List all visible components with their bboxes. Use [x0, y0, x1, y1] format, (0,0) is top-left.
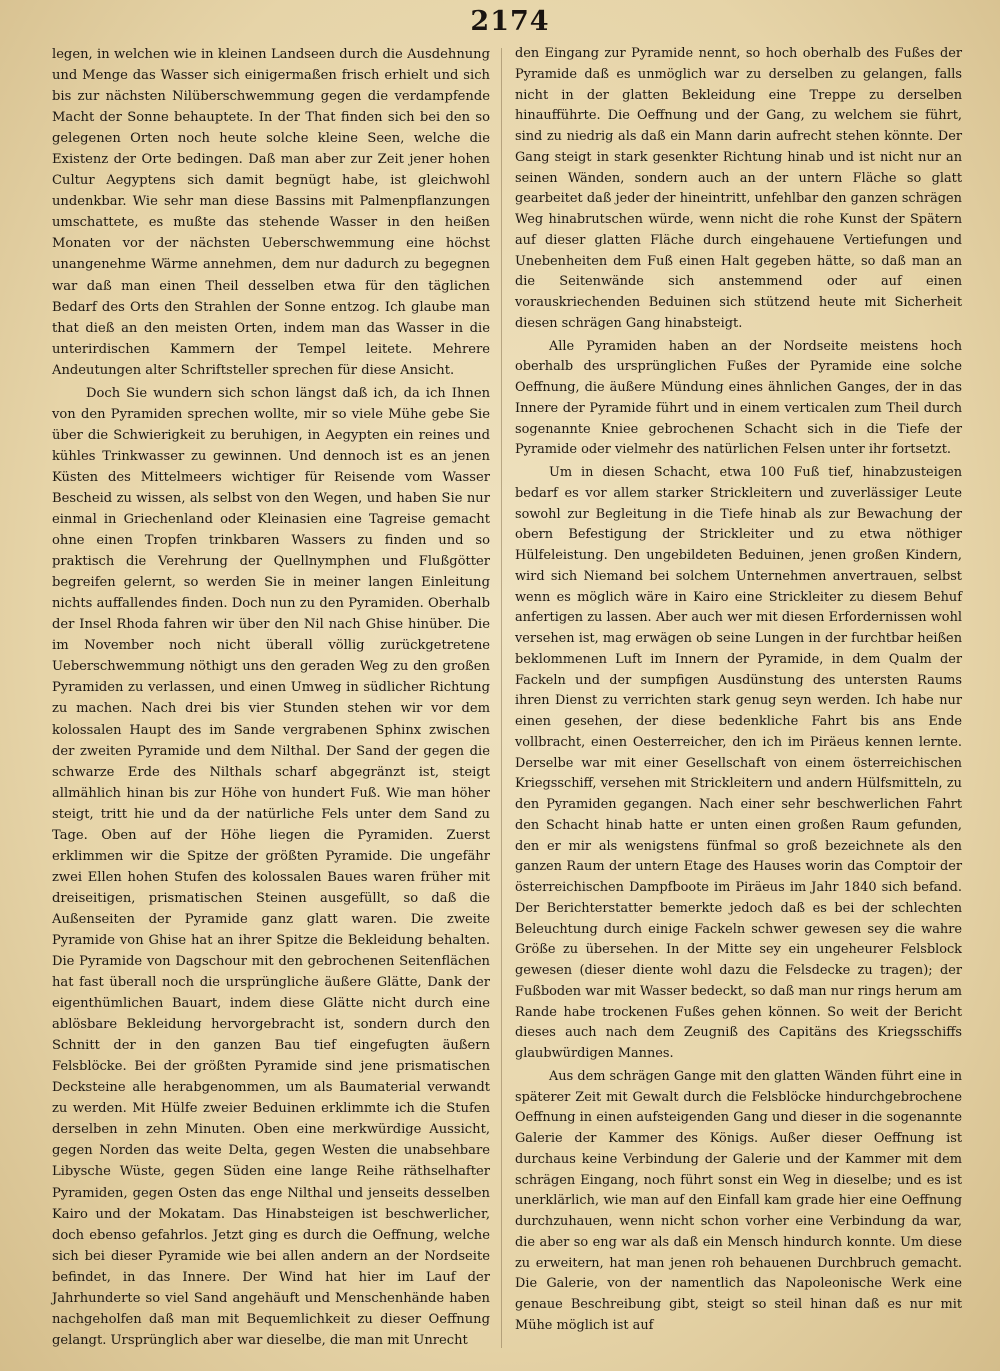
right-column: [515, 44, 962, 1354]
paragraph: den Eingang zur Pyramide nennt, so hoch oberhalb des Fußes der Pyramide daß es unmöglich war zu derselben zu gelangen, falls nicht in der glatten Bekleidung eine Treppe zu derselben hinaufführte. Die Oeffnung und der Gang, zu welchem sie führt, sind zu niedrig als daß ein Mann darin aufrecht stehen könnte. Der Gang steigt in stark gesenkter Richtung hinab und ist nicht nur an seinen Wänden, sondern auch an der untern Fläche so glatt gearbeitet daß jeder der hineintritt, unfehlbar den ganzen schrägen Weg hinabrutschen würde, wenn nicht die rohe Kunst der Spätern auf dieser glatten Fläche durch eingehauene Vertiefungen und Unebenheiten dem Fuß einen Halt gegeben hätte, so daß man an die Seitenwände sich anstemmend oder auf einen vorauskriechenden Beduinen sich stützend heute mit Sicherheit diesen schrägen Gang hinabsteigt.: [515, 46, 962, 331]
paragraph: legen, in welchen wie in kleinen Landseen durch die Ausdehnung und Menge das Wasser sich einigermaßen frisch erhielt und sich bis zur nächsten Nilüberschwemmung gegen die verdampfende Macht der Sonne behauptete. In der That finden sich bei den so gelegenen Orten noch heute solche kleine Seen, welche die Existenz der Orte bedingen. Daß man aber zur Zeit jener hohen Cultur Aegyptens sich damit begnügt habe, ist gleichwohl undenkbar. Wie sehr man diese Bassins mit Palmenpflanzungen umschattete, es mußte das stehende Wasser in den heißen Monaten vor der nächsten Ueberschwemmung eine höchst unangenehme Wärme annehmen, dem nur dadurch zu begegnen war daß man einen Theil desselben etwa für den täglichen Bedarf des Orts den Strahlen der Sonne entzog. Ich glaube man that dieß an den meisten Orten, indem man das Wasser in die unterirdischen Kammern der Tempel leitete. Mehrere Andeutungen alter Schriftsteller sprechen für diese Ansicht.: [52, 47, 490, 378]
paragraph: Alle Pyramiden haben an der Nordseite meistens hoch oberhalb des ursprünglichen Fußes der Pyramide eine solche Oeffnung, die äußere Mündung eines ähnlichen Ganges, der in das Innere der Pyramide führt und in einem verticalen zum Theil durch sogenannte Kniee gebrochenen Schacht sich in die Tiefe der Pyramide oder vielmehr des natürlichen Felsen unter ihr fortsetzt.: [515, 338, 962, 458]
paragraph: Aus dem schrägen Gange mit den glatten Wänden führt eine in späterer Zeit mit Gewalt durch die Felsblöcke hindurchgebrochene Oeffnung in einen aufsteigenden Gang und dieser in die sogenannte Galerie der Kammer des Königs. Außer dieser Oeffnung ist durchaus keine Verbindung der Galerie und der Kammer mit dem schrägen Eingang, noch führt sonst ein Weg in dieselbe; und es ist unerklärlich, wie man auf den Einfall kam grade hier eine Oeffnung durchzuhauen, wenn nicht schon vorher eine Verbindung da war, die aber so eng war als daß ein Mensch hindurch konnte. Um diese zu erweitern, hat man jenen roh behauenen Durchbruch gemacht. Die Galerie, von der namentlich das Napoleonische Werk eine genaue Beschreibung gibt, steigt so steil hinan daß es nur mit Mühe möglich ist auf: [515, 1068, 962, 1333]
paragraph: Doch Sie wundern sich schon längst daß ich, da ich Ihnen von den Pyramiden sprechen wollte, mir so viele Mühe gebe Sie über die Schwierigkeit zu beruhigen, in Aegypten ein reines und kühles Trinkwasser zu gewinnen. Und dennoch ist es an jenen Küsten des Mittelmeers wichtiger für Reisende vom Wasser Bescheid zu wissen, als selbst von den Wegen, und haben Sie nur einmal in Griechenland oder Kleinasien eine Tagreise gemacht ohne einen Tropfen trinkbaren Wassers zu finden und so praktisch die Verehrung der Quellnymphen und Flußgötter begreifen gelernt, so werden Sie in meiner langen Einleitung nichts auffallendes finden. Doch nun zu den Pyramiden. Oberhalb der Insel Rhoda fahren wir über den Nil nach Ghise hinüber. Die im November noch nicht überall völlig zurückgetretene Ueberschwemmung nöthigt uns den geraden Weg zu den großen Pyramiden zu verlassen, und einen Umweg in südlicher Richtung zu machen. Nach drei bis vier Stunden stehen wir vor dem kolossalen Haupt des im Sande vergrabenen Sphinx zwischen der zweiten Pyramide und dem Nilthal. Der Sand der gegen die schwarze Erde des Nilthals scharf abgegränzt ist, steigt allmählich hinan bis zur Höhe von hundert Fuß. Wie man höher steigt, tritt hie und da der natürliche Fels unter dem Sand zu Tage. Oben auf der Höhe liegen die Pyramiden. Zuerst erklimmen wir die Spitze der größten Pyramide. Die ungefähr zwei Ellen hohen Stufen des kolossalen Baues waren früher mit dreiseitigen, prismatischen Steinen ausgefüllt, so daß die Außenseiten der Pyramide ganz glatt waren. Die zweite Pyramide von Ghise hat an ihrer Spitze die Bekleidung behalten. Die Pyramide von Dagschour mit den gebrochenen Seitenflächen hat fast überall noch die ursprüngliche äußere Glätte, Dank der eigenthümlichen Bauart, indem diese Glätte nicht durch eine ablösbare Bekleidung hervorgebracht ist, sondern durch den Schnitt der in den ganzen Bau tief eingefugten äußern Felsblöcke. Bei der größten Pyramide sind jene prismatischen Decksteine alle herabgenommen, um als Baumaterial verwandt zu werden. Mit Hülfe zweier Beduinen erklimmte ich die Stufen derselben in zehn Minuten. Oben eine merkwürdige Aussicht, gegen Norden das weite Delta, gegen Westen die unabsehbare Libysche Wüste, gegen Süden eine lange Reihe räthselhafter Pyramiden, gegen Osten das enge Nilthal und jenseits desselben Kairo und der Mokatam. Das Hinabsteigen ist beschwerlicher, doch ebenso gefahrlos. Jetzt ging es durch die Oeffnung, welche sich bei dieser Pyramide wie bei allen andern an der Nordseite befindet, in das Innere. Der Wind hat hier im Lauf der Jahrhunderte so viel Sand angehäuft und Menschenhände haben nachgeholfen daß man mit Bequemlichkeit zu dieser Oeffnung gelangt. Ursprünglich aber war dieselbe, die man mit Unrecht: [52, 385, 490, 1348]
left-column: [52, 44, 490, 1354]
column-divider: [501, 48, 502, 1348]
paragraph: Um in diesen Schacht, etwa 100 Fuß tief, hinabzusteigen bedarf es vor allem starker Strickleitern und zuverlässiger Leute sowohl zur Begleitung in die Tiefe hinab als zur Bewachung der obern Befestigung der Strickleiter und zu etwa nöthiger Hülfeleistung. Den ungebildeten Beduinen, jenen großen Kindern, wird sich Niemand bei solchem Unternehmen anvertrauen, selbst wenn es möglich wäre in Kairo eine Strickleiter zu diesem Behuf anfertigen zu lassen. Aber auch wer mit diesen Erfordernissen wohl versehen ist, mag erwägen ob seine Lungen in der furchtbar heißen beklommenen Luft im Innern der Pyramide, in dem Qualm der Fackeln und der sumpfigen Ausdünstung des untersten Raums ihren Dienst zu verrichten stark genug seyn werden. Ich habe nur einen gesehen, der diese bedenkliche Fahrt bis ans Ende vollbracht, einen Oesterreicher, den ich im Piräeus kennen lernte. Derselbe war mit einer Gesellschaft von einem österreichischen Kriegsschiff, versehen mit Strickleitern und andern Hülfsmitteln, zu den Pyramiden gegangen. Nach einer sehr beschwerlichen Fahrt den Schacht hinab hatte er unten einen großen Raum gefunden, den er mir als wenigstens fünfmal so groß bezeichnete als den ganzen Raum der untern Etage des Hauses worin das Comptoir der österreichischen Dampfboote im Piräeus im Jahr 1840 sich befand. Der Berichterstatter bemerkte jedoch daß es bei der schlechten Beleuchtung durch einige Fackeln schwer gewesen sey die wahre Größe zu übersehen. In der Mitte sey ein ungeheurer Felsblock gewesen (dieser diente wohl dazu die Felsdecke zu tragen); der Fußboden war mit Wasser bedeckt, so daß man nur rings herum am Rande habe trockenen Fußes gehen können. So weit der Bericht dieses auch nach dem Zeugniß des Capitäns des Kriegsschiffs glaubwürdigen Mannes.: [515, 465, 962, 1061]
page-number: 2174: [470, 6, 550, 37]
